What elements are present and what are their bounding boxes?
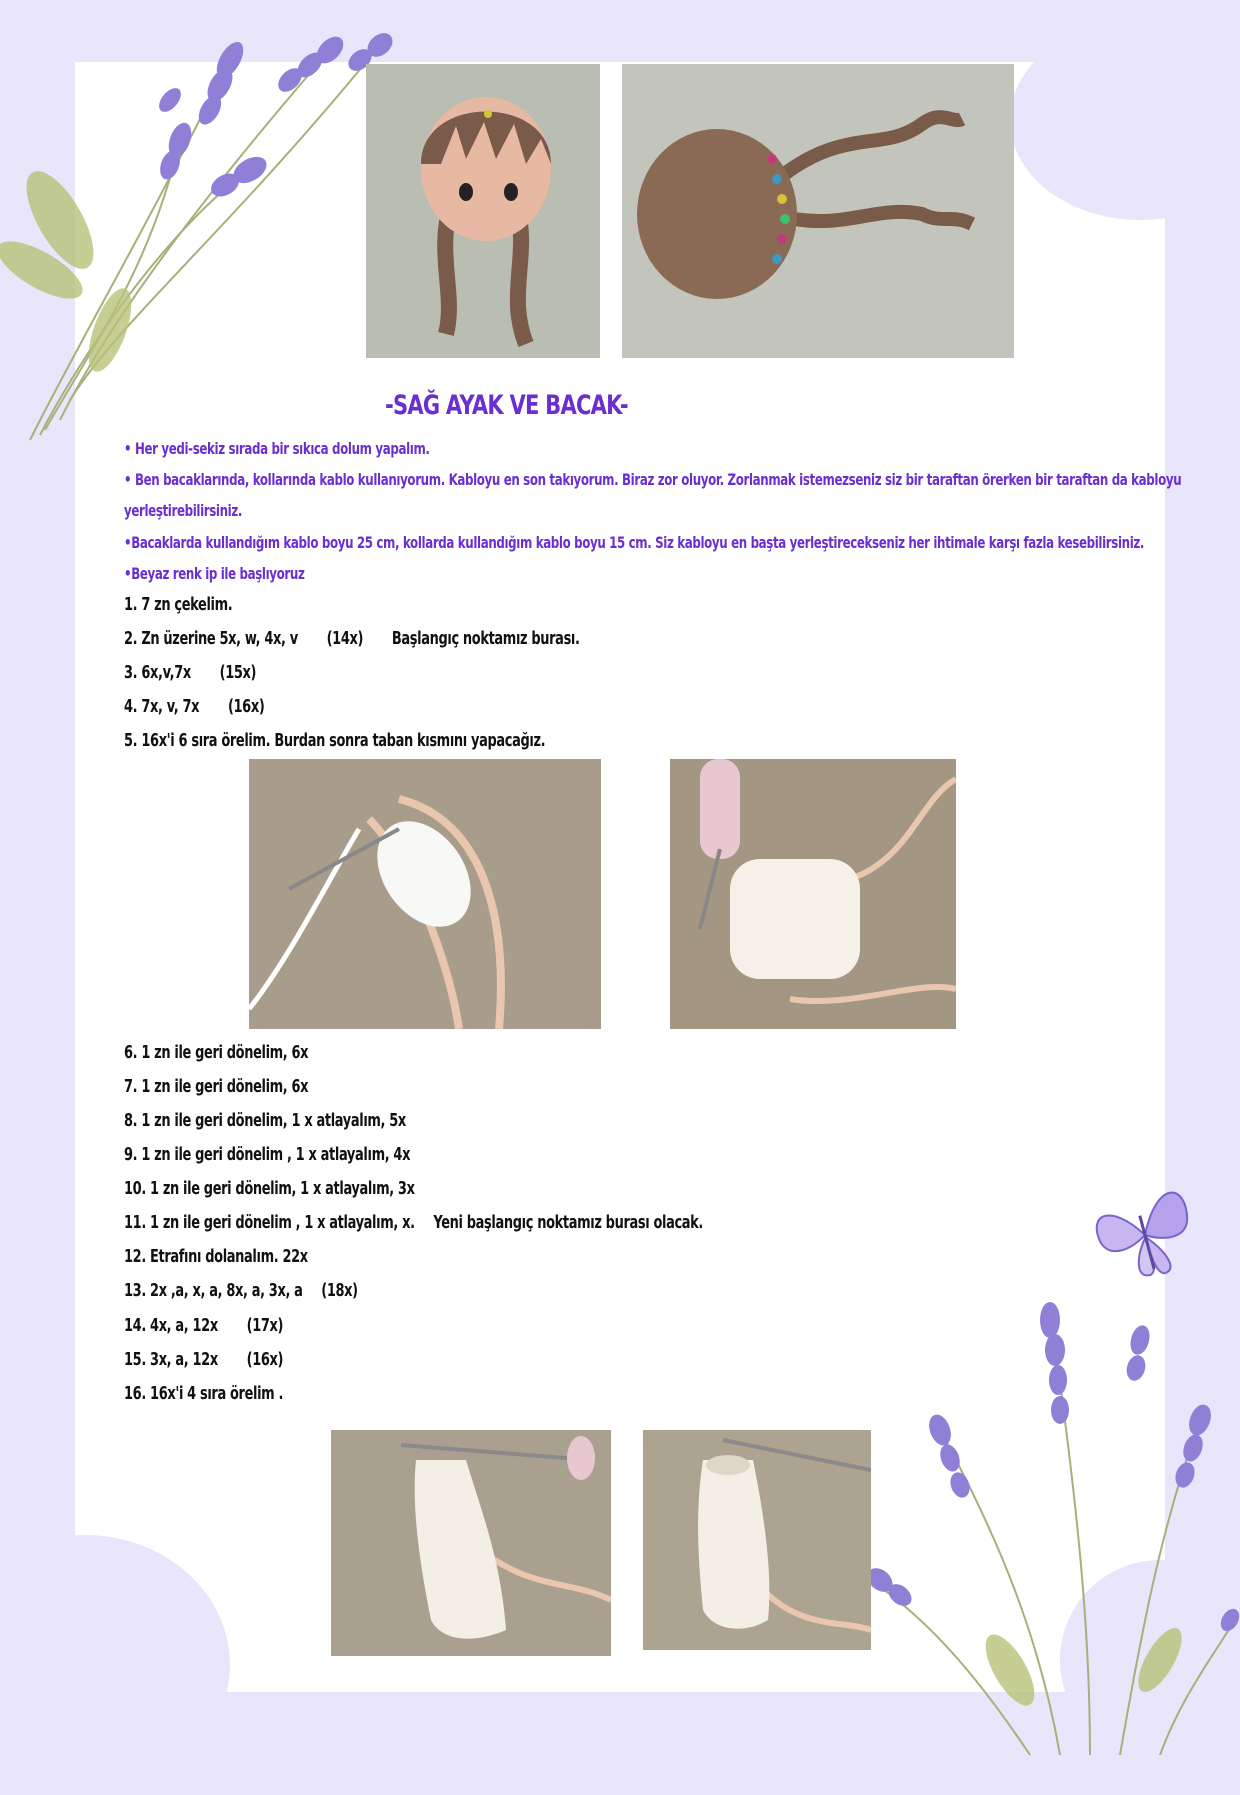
doll-head-front-photo <box>366 64 600 358</box>
step-3-count: (15x) <box>219 662 257 683</box>
step-3-text: 3. 6x,v,7x <box>124 662 191 683</box>
step-6: 6. 1 zn ile geri dönelim, 6x <box>124 1042 309 1063</box>
step-2-count: (14x) <box>326 628 364 649</box>
step-8: 8. 1 zn ile geri dönelim, 1 x atlayalım, 5x <box>124 1110 406 1131</box>
lavender-bottom-right-decoration <box>860 1280 1240 1755</box>
step-11-note: Yeni başlangıç noktamız burası olacak. <box>433 1212 703 1233</box>
step-11-text: 11. 1 zn ile geri dönelim , 1 x atlayalım, x. <box>124 1212 415 1233</box>
section-title: -SAĞ AYAK VE BACAK- <box>385 390 628 421</box>
step-13-count: (18x) <box>321 1280 358 1301</box>
foot-sole-start-photo <box>249 759 601 1029</box>
step-2 <box>124 628 580 649</box>
butterfly-decoration <box>1090 1175 1200 1295</box>
step-14-count: (17x) <box>246 1315 284 1336</box>
step-11 <box>124 1212 703 1233</box>
step-10: 10. 1 zn ile geri dönelim, 1 x atlayalım, 3x <box>124 1178 415 1199</box>
step-15-count: (16x) <box>246 1349 284 1370</box>
step-13-text: 13. 2x ,a, x, a, 8x, a, 3x, a <box>124 1280 303 1301</box>
step-14-text: 14. 4x, a, 12x <box>124 1315 218 1336</box>
note-line-5: •Beyaz renk ip ile başlıyoruz <box>124 564 305 583</box>
step-15 <box>124 1349 283 1370</box>
step-16: 16. 16x'i 4 sıra örelim . <box>124 1383 284 1404</box>
step-7: 7. 1 zn ile geri dönelim, 6x <box>124 1076 309 1097</box>
step-1: 1. 7 zn çekelim. <box>124 594 233 615</box>
note-line-2: • Ben bacaklarında, kollarında kablo kullanıyorum. Kabloyu en son takıyorum. Biraz zor oluyor. Zorlanmak istemezseniz siz bir taraftan örerken bir taraftan da kabloyu <box>124 470 1182 489</box>
foot-sole-rows-photo <box>670 759 956 1029</box>
step-14 <box>124 1315 283 1336</box>
step-4-text: 4. 7x, v, 7x <box>124 696 200 717</box>
leg-front-photo <box>643 1430 871 1650</box>
note-line-3: yerleştirebilirsiniz. <box>124 501 243 520</box>
step-15-text: 15. 3x, a, 12x <box>124 1349 218 1370</box>
note-line-4: •Bacaklarda kullandığım kablo boyu 25 cm, kollarda kullandığım kablo boyu 15 cm. Siz kabloyu en başta yerleştirecekseniz her ihtimale karşı fazla kesebilirsiniz. <box>124 533 1145 552</box>
note-line-1: • Her yedi-sekiz sırada bir sıkıca dolum yapalım. <box>124 439 430 458</box>
leg-side-photo <box>331 1430 611 1656</box>
lavender-top-left-decoration <box>0 20 400 450</box>
step-4-count: (16x) <box>227 696 265 717</box>
step-5: 5. 16x'i 6 sıra örelim. Burdan sonra taban kısmını yapacağız. <box>124 730 546 751</box>
step-12: 12. Etrafını dolanalım. 22x <box>124 1246 308 1267</box>
doll-head-back-photo <box>622 64 1014 358</box>
step-2-text: 2. Zn üzerine 5x, w, 4x, v <box>124 628 298 649</box>
step-13 <box>124 1280 358 1301</box>
step-9: 9. 1 zn ile geri dönelim , 1 x atlayalım, 4x <box>124 1144 411 1165</box>
step-4 <box>124 696 264 717</box>
step-3 <box>124 662 256 683</box>
step-2-note: Başlangıç noktamız burası. <box>391 628 580 649</box>
